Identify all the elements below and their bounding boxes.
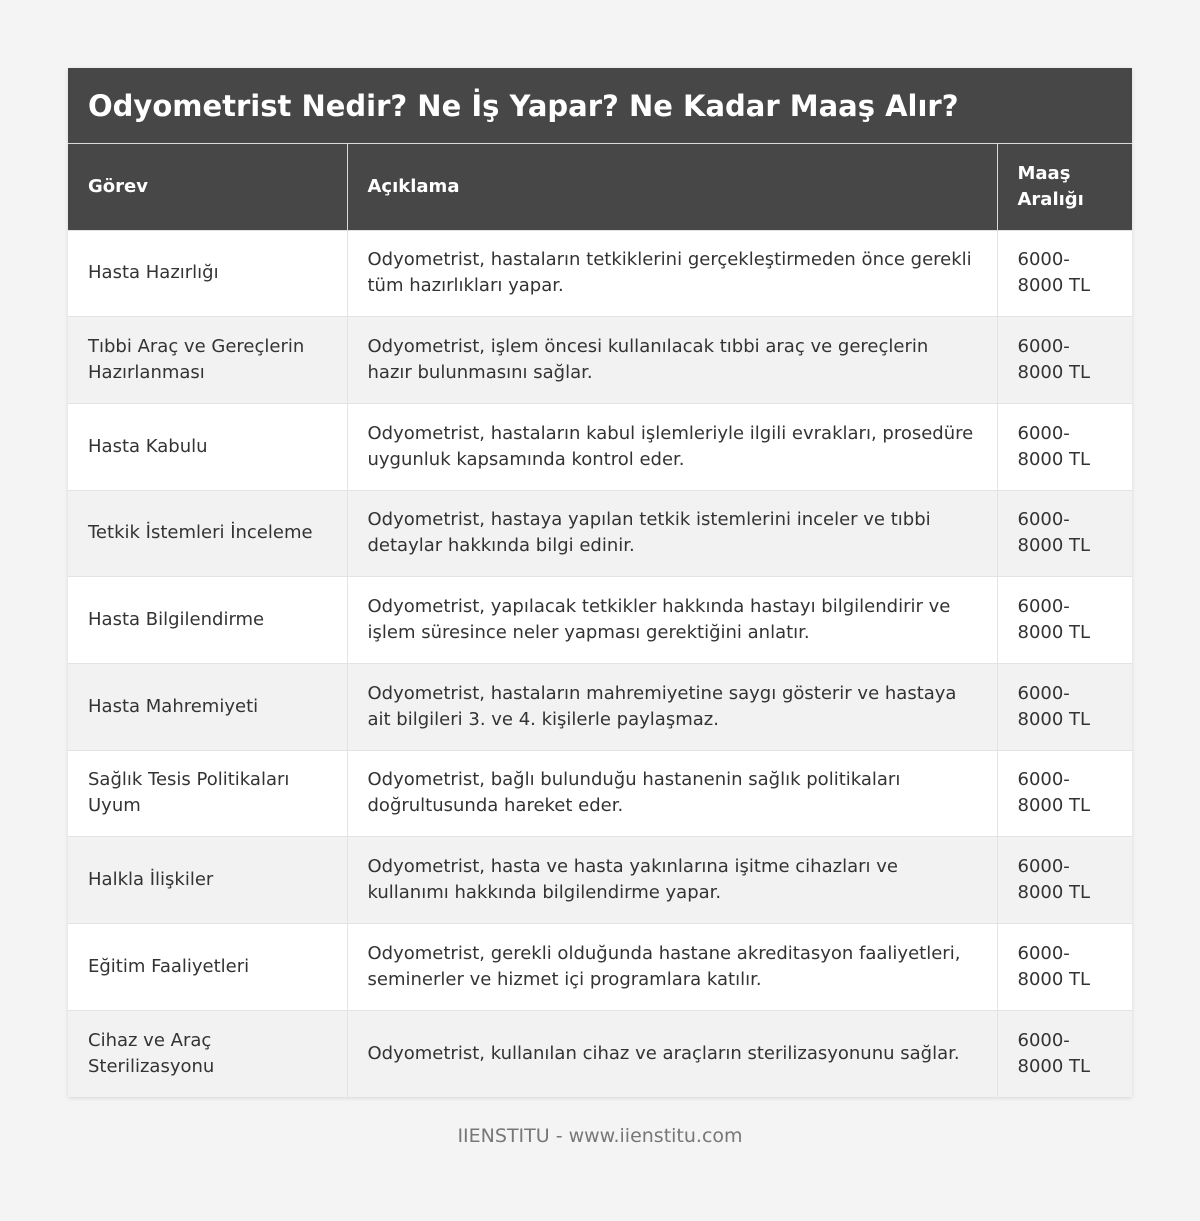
- table-row: [68, 924, 1132, 1011]
- table-row: [68, 230, 1132, 317]
- cell-maas: 6000-8000 TL: [997, 663, 1132, 750]
- cell-gorev: Cihaz ve Araç Sterilizasyonu: [68, 1010, 347, 1097]
- cell-maas: 6000-8000 TL: [997, 490, 1132, 577]
- cell-aciklama: Odyometrist, hastaların mahremiyetine saygı gösterir ve hastaya ait bilgileri 3. ve 4. kişilerle paylaşmaz.: [347, 663, 997, 750]
- page-title: Odyometrist Nedir? Ne İş Yapar? Ne Kadar Maaş Alır?: [88, 88, 959, 123]
- cell-maas: 6000-8000 TL: [997, 230, 1132, 317]
- footer-credit: IIENSTITU - www.iienstitu.com: [457, 1125, 743, 1147]
- table-row: [68, 750, 1132, 837]
- cell-maas: 6000-8000 TL: [997, 577, 1132, 664]
- cell-gorev: Hasta Kabulu: [68, 403, 347, 490]
- cell-gorev: Hasta Hazırlığı: [68, 230, 347, 317]
- table-row: [68, 490, 1132, 577]
- cell-aciklama: Odyometrist, bağlı bulunduğu hastanenin sağlık politikaları doğrultusunda hareket eder.: [347, 750, 997, 837]
- cell-aciklama: Odyometrist, kullanılan cihaz ve araçların sterilizasyonunu sağlar.: [347, 1010, 997, 1097]
- cell-maas: 6000-8000 TL: [997, 750, 1132, 837]
- cell-gorev: Hasta Bilgilendirme: [68, 577, 347, 664]
- cell-aciklama: Odyometrist, hastaya yapılan tetkik istemlerini inceler ve tıbbi detaylar hakkında bilgi edinir.: [347, 490, 997, 577]
- cell-maas: 6000-8000 TL: [997, 403, 1132, 490]
- cell-gorev: Eğitim Faaliyetleri: [68, 924, 347, 1011]
- cell-aciklama: Odyometrist, işlem öncesi kullanılacak tıbbi araç ve gereçlerin hazır bulunmasını sağlar.: [347, 317, 997, 404]
- table-row: [68, 837, 1132, 924]
- cell-aciklama: Odyometrist, gerekli olduğunda hastane akreditasyon faaliyetleri, seminerler ve hizmet içi programlara katılır.: [347, 924, 997, 1011]
- cell-aciklama: Odyometrist, hastaların kabul işlemleriyle ilgili evrakları, prosedüre uygunluk kapsamında kontrol eder.: [347, 403, 997, 490]
- table-row: [68, 403, 1132, 490]
- header-aciklama: Açıklama: [347, 144, 997, 230]
- cell-gorev: Hasta Mahremiyeti: [68, 663, 347, 750]
- cell-aciklama: Odyometrist, hastaların tetkiklerini gerçekleştirmeden önce gerekli tüm hazırlıkları yapar.: [347, 230, 997, 317]
- cell-gorev: Tetkik İstemleri İnceleme: [68, 490, 347, 577]
- header-gorev: Görev: [68, 144, 347, 230]
- header-maas-araligi: Maaş Aralığı: [997, 144, 1132, 230]
- cell-gorev: Tıbbi Araç ve Gereçlerin Hazırlanması: [68, 317, 347, 404]
- cell-gorev: Sağlık Tesis Politikaları Uyum: [68, 750, 347, 837]
- cell-gorev: Halkla İlişkiler: [68, 837, 347, 924]
- cell-maas: 6000-8000 TL: [997, 837, 1132, 924]
- cell-maas: 6000-8000 TL: [997, 317, 1132, 404]
- table-header-row: [68, 144, 1132, 230]
- table-row: [68, 317, 1132, 404]
- cell-maas: 6000-8000 TL: [997, 924, 1132, 1011]
- table-row: [68, 577, 1132, 664]
- table-row: [68, 663, 1132, 750]
- data-table: [68, 144, 1132, 1097]
- cell-maas: 6000-8000 TL: [997, 1010, 1132, 1097]
- cell-aciklama: Odyometrist, hasta ve hasta yakınlarına işitme cihazları ve kullanımı hakkında bilgilendirme yapar.: [347, 837, 997, 924]
- cell-aciklama: Odyometrist, yapılacak tetkikler hakkında hastayı bilgilendirir ve işlem süresince neler yapması gerektiğini anlatır.: [347, 577, 997, 664]
- title-bar: [68, 68, 1132, 144]
- table-row: [68, 1010, 1132, 1097]
- table-card: [68, 68, 1132, 1097]
